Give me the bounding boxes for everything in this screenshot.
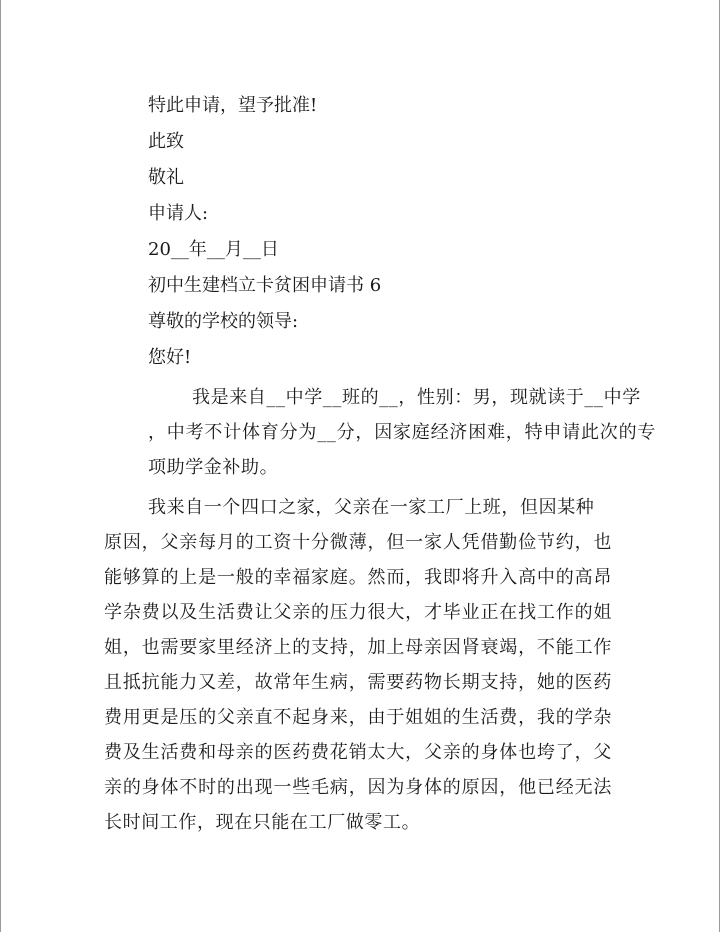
document-body bbox=[104, 92, 656, 840]
paragraph-2-body: 原因，父亲每月的工资十分微薄，但一家人凭借勤俭节约，也能够算的上是一般的幸福家庭。然而，我即将升入高中的高昂学杂费以及生活费让父亲的压力很大，才毕业正在找工作的姐姐，也需要家里经济上的支持，加上母亲因肾衰竭，不能工作且抵抗能力又差，故常年生病，需要药物长期支持，她的医药费用更是压的父亲直不起身来，由于姐姐的生活费，我的学杂费及生活费和母亲的医药费花销太大，父亲的身体也垮了，父亲的身体不时的出现一些毛病，因为身体的原因，他已经无法长时间工作，现在只能在工厂做零工。 bbox=[104, 532, 612, 833]
paragraph-1-body: ，中考不计体育分为__分，因家庭经济困难，特申请此次的专项助学金补助。 bbox=[148, 422, 656, 478]
greeting: 您好! bbox=[148, 347, 192, 368]
date-line: 20__年__月__日 bbox=[148, 239, 279, 260]
paragraph-2 bbox=[104, 490, 618, 840]
salutation-ci-zhi: 此致 bbox=[148, 131, 184, 152]
paragraph-1 bbox=[148, 380, 656, 485]
paragraph-1-first-line: 我是来自__中学__班的__，性别：男，现就读于__中学 bbox=[192, 387, 641, 408]
addressee: 尊敬的学校的领导: bbox=[148, 311, 299, 332]
section-title: 初中生建档立卡贫困申请书 6 bbox=[148, 275, 382, 296]
salutation-jing-li: 敬礼 bbox=[148, 167, 184, 188]
paragraph-2-first-line: 我来自一个四口之家，父亲在一家工厂上班，但因某种 bbox=[148, 497, 595, 518]
applicant-label: 申请人: bbox=[148, 203, 209, 224]
page-left-edge bbox=[0, 0, 1, 932]
closing-request: 特此申请，望予批准! bbox=[148, 95, 318, 116]
